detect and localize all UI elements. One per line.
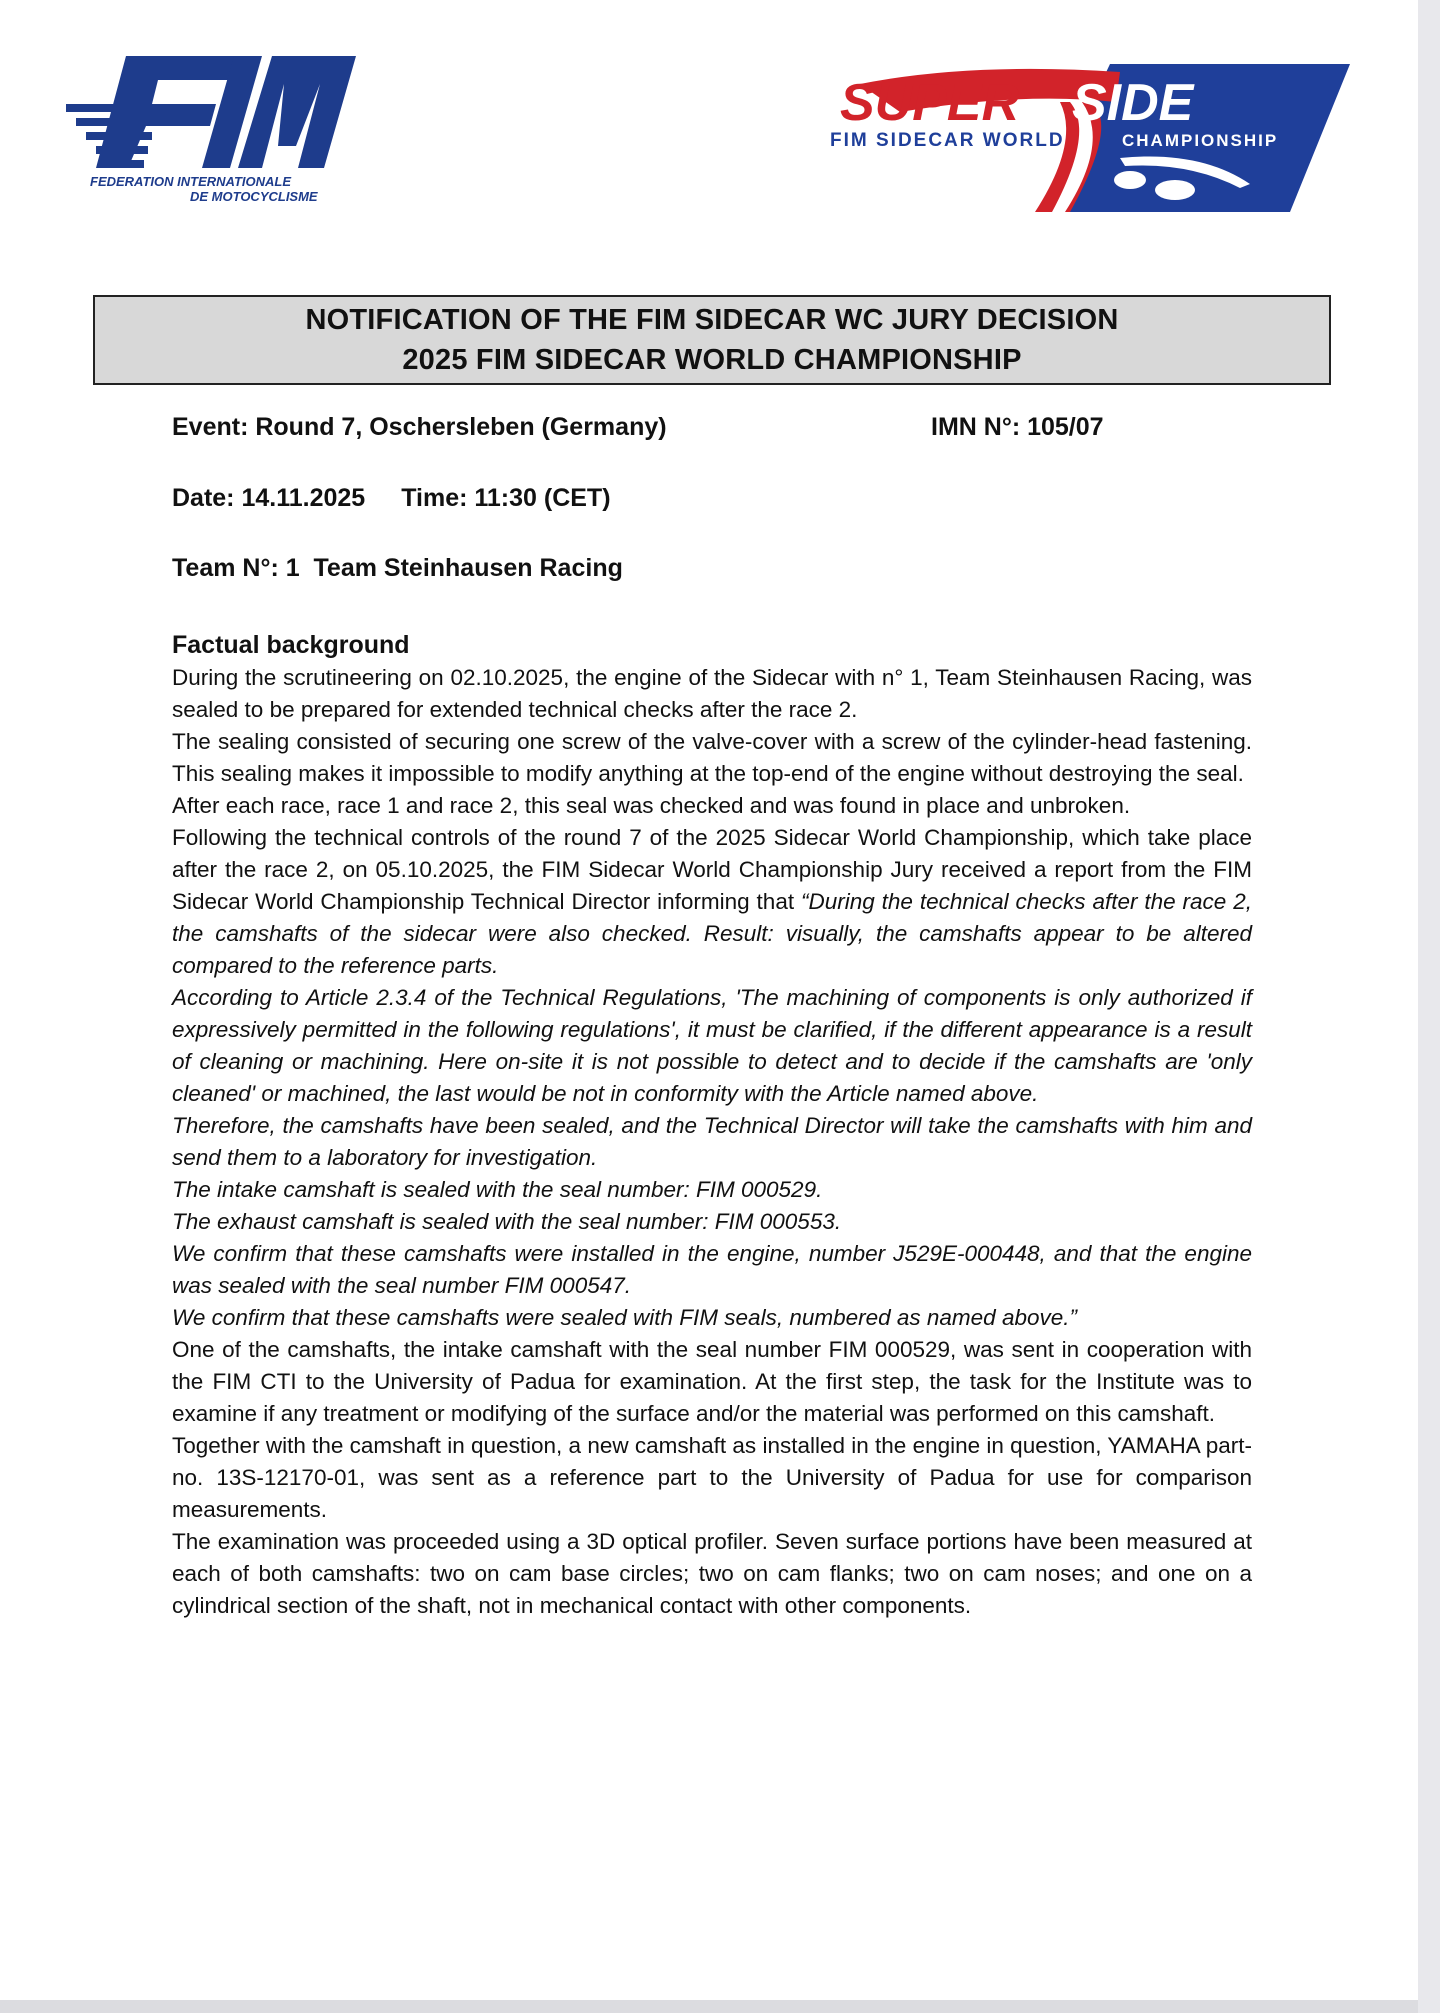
date-label: Date: 14.11.2025: [172, 484, 366, 512]
title-line-1: NOTIFICATION OF THE FIM SIDECAR WC JURY DECISION: [305, 304, 1119, 336]
factual-background-section: [172, 628, 1252, 1622]
paragraph: After each race, race 1 and race 2, this seal was checked and was found in place and unbroken.: [172, 793, 1131, 818]
paragraph-with-quote: [172, 822, 1252, 982]
quote-paragraph: The intake camshaft is sealed with the seal number: FIM 000529.: [172, 1177, 823, 1202]
paragraph: Together with the camshaft in question, a new camshaft as installed in the engine in question, YAMAHA part-no. 13S-12170-01, was sent as a reference part to the University of Padua for use for comparison measurements.: [172, 1433, 1252, 1522]
superside-logo: [820, 62, 1350, 222]
quote-paragraph: According to Article 2.3.4 of the Technical Regulations, 'The machining of components is only authorized if expressively permitted in the following regulations', it must be clarified, if the different appearance is a result of cleaning or machining. Here on-site it is not possible to detect and to decide if the camshafts are 'only cleaned' or machined, the last would be not in conformity with the Article named above.: [172, 985, 1252, 1106]
title-box: [93, 295, 1331, 385]
paragraph: During the scrutineering on 02.10.2025, the engine of the Sidecar with n° 1, Team Steinhausen Racing, was sealed to be prepared for extended technical checks after the race 2.: [172, 665, 1252, 722]
date-time-row: [172, 484, 611, 513]
viewer-margin-right: [1418, 0, 1440, 2013]
time-label: Time: 11:30 (CET): [401, 484, 611, 512]
quote-paragraph: We confirm that these camshafts were sealed with FIM seals, numbered as named above.”: [172, 1305, 1077, 1330]
quote-lead: “During the technical checks after the race 2, the camshafts of the sidecar were also checked. Result: visually, the camshafts appear to be altered compared to the reference parts.: [172, 889, 1252, 978]
quote-paragraph: The exhaust camshaft is sealed with the seal number: FIM 000553.: [172, 1209, 842, 1234]
paragraph: One of the camshafts, the intake camshaft with the seal number FIM 000529, was sent in cooperation with the FIM CTI to the University of Padua for examination. At the first step, the task for the Institute was to examine if any treatment or modifying of the surface and/or the material was performed on this camshaft.: [172, 1337, 1252, 1426]
paragraph: The sealing consisted of securing one screw of the valve-cover with a screw of the cylinder-head fastening. This sealing makes it impossible to modify anything at the top-end of the engine without destroying the seal.: [172, 729, 1252, 786]
superside-subtitle-1: FIM SIDECAR WORLD: [830, 130, 1065, 151]
section-heading: Factual background: [172, 631, 410, 659]
paragraph-text: Following the technical controls of the round 7 of the 2025 Sidecar World Championship, which take place after the race 2, on 05.10.2025, the FIM Sidecar World Championship Jury received a report from the FIM Sidecar World Championship Technical Director informing that: [172, 825, 1252, 914]
imn-number: IMN N°: 105/07: [931, 413, 1104, 441]
superside-subtitle-2: CHAMPIONSHIP: [1122, 131, 1279, 150]
team-label: Team N°: 1 Team Steinhausen Racing: [172, 554, 623, 582]
paragraph: The examination was proceeded using a 3D optical profiler. Seven surface portions have been measured at each of both camshafts: two on cam base circles; two on cam flanks; two on cam noses; and one on a cylindrical section of the shaft, not in mechanical contact with other components.: [172, 1529, 1252, 1618]
quote-paragraph: We confirm that these camshafts were installed in the engine, number J529E-000448, and that the engine was sealed with the seal number FIM 000547.: [172, 1241, 1252, 1298]
event-label: Event: Round 7, Oschersleben (Germany): [172, 413, 667, 441]
fim-caption: FEDERATION INTERNATIONALE DE MOTOCYCLISME: [90, 174, 318, 204]
superside-word-side: SIDE: [1072, 74, 1194, 132]
viewer-margin-bottom: [0, 2000, 1418, 2013]
title-line-2: 2025 FIM SIDECAR WORLD CHAMPIONSHIP: [402, 344, 1022, 376]
superside-word-super: SUPER: [840, 74, 1020, 132]
quote-paragraph: Therefore, the camshafts have been sealed, and the Technical Director will take the camshafts with him and send them to a laboratory for investigation.: [172, 1113, 1252, 1170]
